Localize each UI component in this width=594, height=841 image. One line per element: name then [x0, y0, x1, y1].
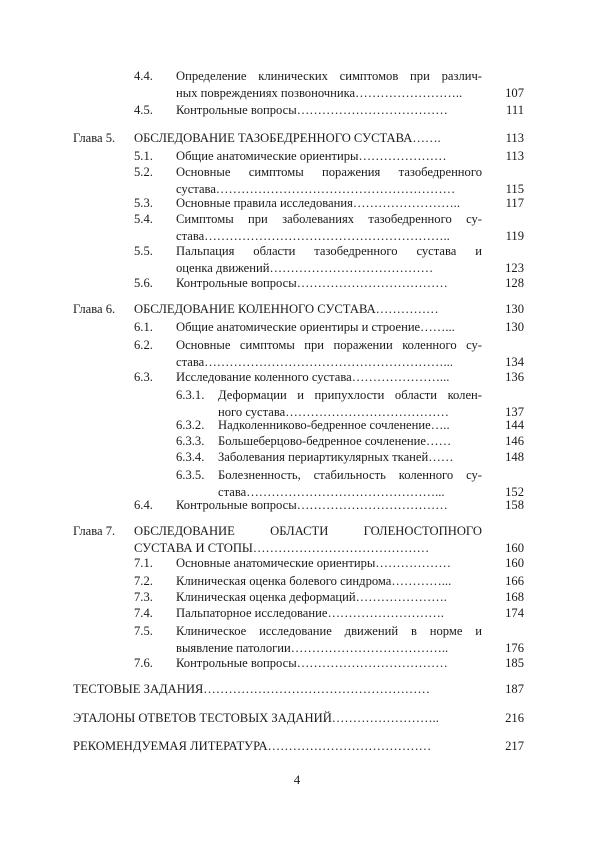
page-ref: 130 — [505, 302, 524, 316]
entry-title-line: РЕКОМЕНДУЕМАЯ ЛИТЕРАТУРА………………………………… — [73, 739, 432, 753]
entry-number: 6.3.2. — [176, 418, 205, 432]
entry-title-line: Контрольные вопросы……………………………… — [176, 656, 448, 670]
entry-title — [176, 243, 482, 277]
entry-title — [176, 195, 482, 212]
entry-title — [176, 275, 482, 292]
chapter-label: Глава 7. — [73, 524, 116, 538]
entry-title-line: Основные симптомы поражения тазобедренного — [176, 165, 482, 179]
page-ref: 134 — [505, 355, 524, 369]
entry-number: 7.3. — [134, 590, 153, 604]
toc-entry — [0, 148, 594, 165]
entry-number: 5.5. — [134, 244, 153, 258]
page-ref: 146 — [505, 434, 524, 448]
toc-subentry — [0, 387, 594, 421]
toc-chapter — [0, 130, 594, 147]
toc-entry — [0, 369, 594, 386]
entry-number: 7.5. — [134, 624, 153, 638]
entry-number: 6.3.3. — [176, 434, 205, 448]
entry-number: 5.3. — [134, 196, 153, 210]
entry-title-line: Основные правила исследования…………………….. — [176, 196, 460, 210]
toc-entry — [0, 243, 594, 277]
entry-title — [218, 433, 482, 450]
entry-title-line: става…………………………………………………... — [176, 355, 453, 369]
toc-subentry — [0, 417, 594, 434]
toc-entry — [0, 195, 594, 212]
entry-title — [176, 605, 482, 622]
page-ref: 176 — [505, 641, 524, 655]
entry-title — [176, 211, 482, 245]
entry-title — [134, 130, 482, 147]
entry-title-line: сустава………………………………………………… — [176, 182, 456, 196]
page-ref: 130 — [505, 320, 524, 334]
entry-title — [176, 148, 482, 165]
page-ref: 144 — [505, 418, 524, 432]
page-ref: 217 — [505, 739, 524, 753]
toc-subentry — [0, 467, 594, 501]
entry-number: 6.4. — [134, 498, 153, 512]
toc-section — [0, 710, 594, 727]
toc-subentry — [0, 449, 594, 466]
entry-number: 6.3.1. — [176, 388, 205, 402]
entry-number: 6.3.5. — [176, 468, 205, 482]
toc-entry — [0, 605, 594, 622]
entry-title — [73, 738, 482, 755]
toc-entry — [0, 337, 594, 371]
toc-entry — [0, 655, 594, 672]
entry-title — [73, 681, 482, 698]
page-ref: 174 — [505, 606, 524, 620]
entry-title-line: Болезненность, стабильность коленного су- — [218, 468, 482, 482]
entry-title-line: Пальпация области тазобедренного сустава и — [176, 244, 482, 258]
entry-title — [218, 417, 482, 434]
page-ref: 216 — [505, 711, 524, 725]
entry-title-line: ных повреждениях позвоночника…………………….. — [176, 86, 463, 100]
entry-title-line: оценка движений………………………………… — [176, 261, 434, 275]
entry-title — [218, 449, 482, 466]
entry-number: 5.1. — [134, 149, 153, 163]
entry-title-line: Основные симптомы при поражении коленного су- — [176, 338, 482, 352]
entry-title-line: ОБСЛЕДОВАНИЕ КОЛЕННОГО СУСТАВА…………… — [134, 302, 439, 316]
page-ref: 187 — [505, 682, 524, 696]
page-ref: 168 — [505, 590, 524, 604]
entry-title-line: ного сустава………………………………… — [218, 405, 449, 419]
chapter-label: Глава 6. — [73, 302, 116, 316]
page-ref: 115 — [505, 182, 524, 196]
entry-title — [176, 164, 482, 198]
entry-title — [176, 337, 482, 371]
page-ref: 136 — [505, 370, 524, 384]
entry-title-line: ЭТАЛОНЫ ОТВЕТОВ ТЕСТОВЫХ ЗАДАНИЙ…………………….. — [73, 711, 439, 725]
entry-number: 6.2. — [134, 338, 153, 352]
entry-title-line: Заболевания периартикулярных тканей…… — [218, 450, 454, 464]
entry-number: 5.2. — [134, 165, 153, 179]
toc-section — [0, 681, 594, 698]
entry-title-line: Клиническая оценка деформаций…………………. — [176, 590, 447, 604]
page-ref: 160 — [505, 556, 524, 570]
entry-title-line: Надколенниково-бедренное сочленение….. — [218, 418, 450, 432]
entry-title-line: Пальпаторное исследование………………………. — [176, 606, 444, 620]
page-ref: 119 — [505, 229, 524, 243]
entry-title — [176, 68, 482, 102]
page-ref: 117 — [505, 196, 524, 210]
page-ref: 160 — [505, 541, 524, 555]
entry-title — [176, 369, 482, 386]
page-number: 4 — [293, 772, 301, 787]
entry-title — [176, 589, 482, 606]
toc-entry — [0, 589, 594, 606]
entry-title — [218, 467, 482, 501]
toc-entry — [0, 497, 594, 514]
toc-entry — [0, 102, 594, 119]
entry-title-line: ОБСЛЕДОВАНИЕ ОБЛАСТИ ГОЛЕНОСТОПНОГО — [134, 524, 482, 538]
entry-title — [176, 319, 482, 336]
entry-title-line: Контрольные вопросы……………………………… — [176, 276, 448, 290]
page-ref: 113 — [505, 131, 524, 145]
toc-entry — [0, 319, 594, 336]
entry-title — [176, 655, 482, 672]
entry-number: 4.4. — [134, 69, 153, 83]
entry-title-line: выявление патологии……………………………….. — [176, 641, 449, 655]
entry-title-line: става………………………………………... — [218, 485, 445, 499]
page-ref: 148 — [505, 450, 524, 464]
entry-title — [218, 387, 482, 421]
entry-title — [134, 523, 482, 557]
entry-title — [176, 102, 482, 119]
toc-subentry — [0, 433, 594, 450]
page-ref: 166 — [505, 574, 524, 588]
entry-title — [176, 573, 482, 590]
toc-entry — [0, 275, 594, 292]
entry-number: 6.1. — [134, 320, 153, 334]
entry-title — [73, 710, 482, 727]
entry-title-line: Общие анатомические ориентиры………………… — [176, 149, 447, 163]
toc-entry — [0, 164, 594, 198]
page-ref: 152 — [505, 485, 524, 499]
entry-number: 6.3. — [134, 370, 153, 384]
page-ref: 123 — [505, 261, 524, 275]
toc-entry — [0, 68, 594, 102]
page-ref: 158 — [505, 498, 524, 512]
entry-title-line: ОБСЛЕДОВАНИЕ ТАЗОБЕДРЕННОГО СУСТАВА……. — [134, 131, 441, 145]
toc-entry — [0, 211, 594, 245]
page-ref: 113 — [505, 149, 524, 163]
entry-number: 7.4. — [134, 606, 153, 620]
entry-title-line: Клиническое исследование движений в норме и — [176, 624, 482, 638]
entry-number: 7.2. — [134, 574, 153, 588]
entry-title — [176, 623, 482, 657]
page-ref: 137 — [505, 405, 524, 419]
entry-title-line: Клиническая оценка болевого синдрома…………... — [176, 574, 452, 588]
entry-number: 7.6. — [134, 656, 153, 670]
toc-entry — [0, 573, 594, 590]
entry-number: 5.4. — [134, 212, 153, 226]
entry-title-line: ТЕСТОВЫЕ ЗАДАНИЯ……………………………………………… — [73, 682, 430, 696]
chapter-label: Глава 5. — [73, 131, 116, 145]
toc-entry — [0, 555, 594, 572]
entry-title-line: Контрольные вопросы……………………………… — [176, 498, 448, 512]
page-ref: 185 — [505, 656, 524, 670]
entry-number: 4.5. — [134, 103, 153, 117]
entry-title — [176, 555, 482, 572]
entry-title — [176, 497, 482, 514]
entry-title-line: Деформации и припухлости области колен- — [218, 388, 482, 402]
entry-number: 7.1. — [134, 556, 153, 570]
entry-title — [134, 301, 482, 318]
entry-title-line: става………………………………………………….. — [176, 229, 450, 243]
toc-entry — [0, 623, 594, 657]
toc-chapter — [0, 523, 594, 557]
page-ref: 107 — [505, 86, 524, 100]
toc-section — [0, 738, 594, 755]
toc-chapter — [0, 301, 594, 318]
entry-title-line: Общие анатомические ориентиры и строение……... — [176, 320, 455, 334]
entry-title-line: Большеберцово-бедренное сочленение…… — [218, 434, 452, 448]
entry-title-line: Исследование коленного сустава…………………... — [176, 370, 450, 384]
entry-title-line: СУСТАВА И СТОПЫ…………………………………… — [134, 541, 430, 555]
entry-number: 6.3.4. — [176, 450, 205, 464]
entry-title-line: Симптомы при заболеваниях тазобедренного су- — [176, 212, 482, 226]
entry-title-line: Определение клинических симптомов при различ- — [176, 69, 482, 83]
page-ref: 128 — [505, 276, 524, 290]
entry-title-line: Контрольные вопросы……………………………… — [176, 103, 448, 117]
entry-number: 5.6. — [134, 276, 153, 290]
page-ref: 111 — [506, 103, 524, 117]
entry-title-line: Основные анатомические ориентиры……………… — [176, 556, 451, 570]
